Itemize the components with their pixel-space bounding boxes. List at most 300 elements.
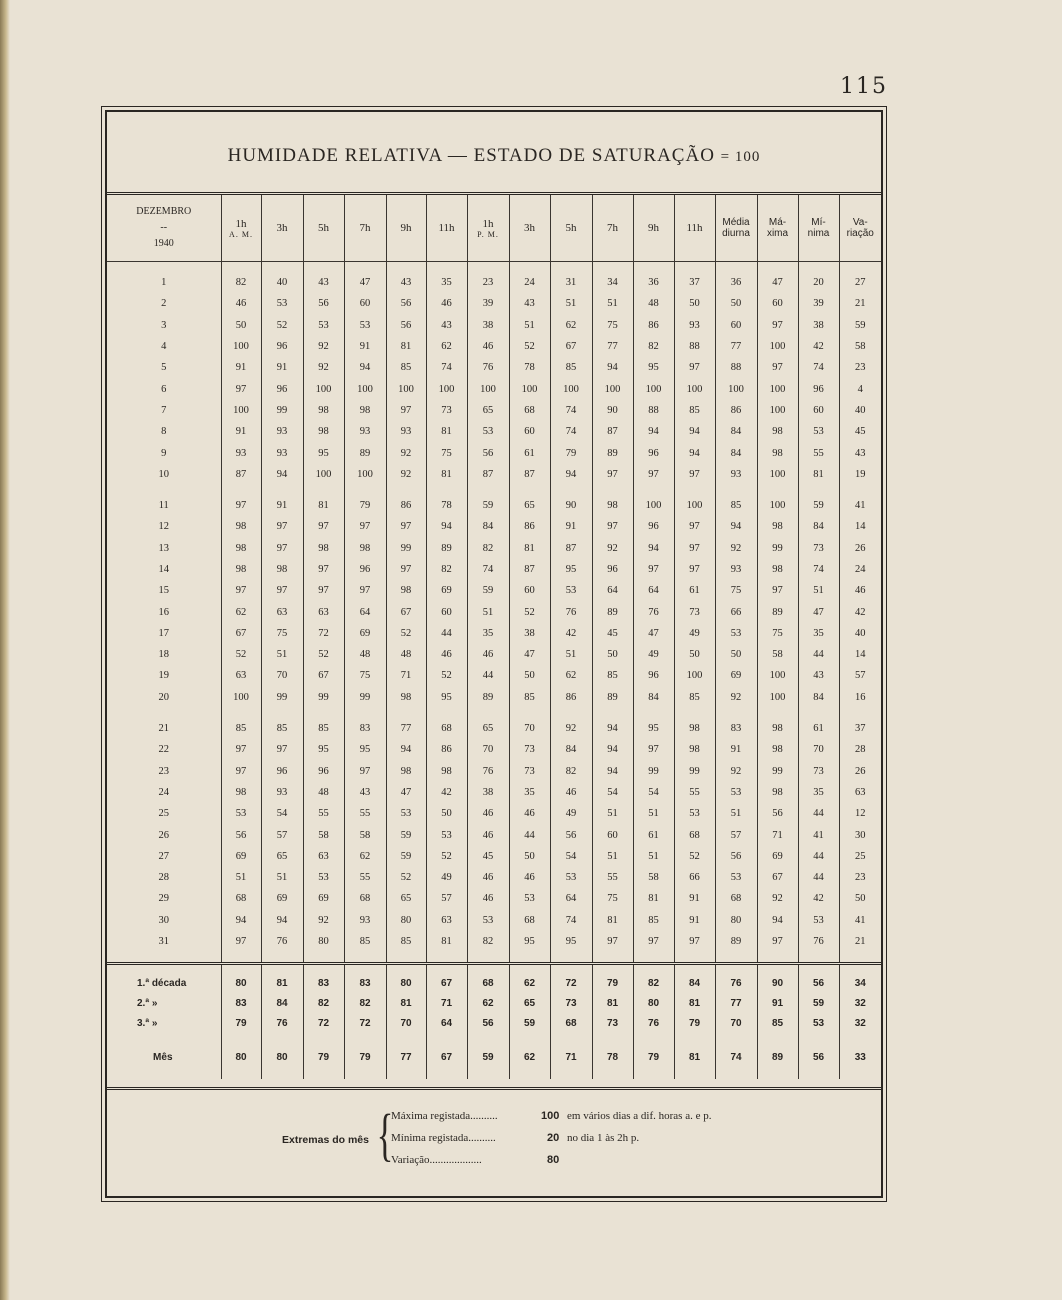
value-cell: 81 [426, 464, 467, 485]
value-cell: 86 [550, 687, 592, 708]
value-cell: 88 [633, 400, 674, 421]
table-header [107, 195, 881, 262]
value-cell: 25 [839, 846, 881, 867]
value-cell: 100 [633, 378, 674, 399]
value-cell: 94 [592, 761, 633, 782]
extreme-max-dots: .......... [470, 1110, 498, 1122]
value-cell: 59 [386, 846, 426, 867]
daily-rows [107, 262, 881, 964]
value-cell: 96 [261, 761, 303, 782]
value-cell: 97 [674, 464, 715, 485]
day-cell: 31 [158, 936, 169, 948]
summary-value: 82 [344, 993, 386, 1013]
table-row [107, 761, 881, 782]
value-cell: 98 [386, 580, 426, 601]
value-cell: 100 [674, 485, 715, 516]
value-cell: 85 [509, 687, 550, 708]
value-cell: 98 [757, 739, 798, 760]
header-month-2: -- [160, 222, 168, 233]
month-value: 78 [592, 1033, 633, 1079]
value-cell: 53 [426, 824, 467, 845]
value-cell: 76 [798, 931, 839, 964]
value-cell: 98 [674, 739, 715, 760]
value-cell: 88 [674, 336, 715, 357]
value-cell: 85 [592, 665, 633, 686]
value-cell: 67 [757, 867, 798, 888]
value-cell: 75 [715, 580, 757, 601]
day-cell: 20 [158, 691, 169, 703]
value-cell: 59 [839, 315, 881, 336]
header-hour-label: 5h [565, 222, 577, 234]
value-cell: 81 [303, 485, 344, 516]
header-variacao [839, 195, 881, 262]
value-cell: 100 [467, 378, 509, 399]
summary-row [107, 1013, 881, 1033]
value-cell: 100 [757, 464, 798, 485]
value-cell: 75 [592, 315, 633, 336]
header-minima-line: nima [807, 228, 830, 239]
value-cell: 87 [221, 464, 261, 485]
value-cell: 43 [839, 442, 881, 463]
summary-value: 81 [592, 993, 633, 1013]
value-cell: 88 [715, 357, 757, 378]
value-cell: 97 [386, 400, 426, 421]
table-row [107, 538, 881, 559]
value-cell: 97 [757, 580, 798, 601]
value-cell: 48 [386, 644, 426, 665]
value-cell: 97 [303, 516, 344, 537]
value-cell: 47 [509, 644, 550, 665]
value-cell: 75 [344, 665, 386, 686]
value-cell: 91 [261, 485, 303, 516]
value-cell: 97 [674, 538, 715, 559]
month-value: 56 [798, 1033, 839, 1079]
value-cell: 47 [798, 601, 839, 622]
value-cell: 44 [798, 846, 839, 867]
value-cell: 53 [467, 910, 509, 931]
value-cell: 40 [261, 262, 303, 294]
value-cell: 69 [757, 846, 798, 867]
value-cell: 98 [386, 687, 426, 708]
extreme-min-value: 20 [547, 1132, 560, 1144]
value-cell: 96 [303, 761, 344, 782]
header-maxima [757, 195, 798, 262]
header-hour-label: 3h [524, 222, 535, 234]
value-cell: 70 [509, 708, 550, 739]
value-cell: 48 [344, 644, 386, 665]
value-cell: 75 [261, 623, 303, 644]
value-cell: 67 [303, 665, 344, 686]
value-cell: 58 [344, 824, 386, 845]
value-cell: 30 [839, 824, 881, 845]
value-cell: 76 [550, 601, 592, 622]
value-cell: 98 [757, 708, 798, 739]
month-label: Mês [153, 1051, 173, 1063]
month-row [107, 1033, 881, 1079]
day-cell: 25 [158, 808, 169, 820]
value-cell: 81 [386, 336, 426, 357]
value-cell: 73 [798, 538, 839, 559]
summary-value: 90 [757, 964, 798, 994]
header-hour-sub: A. M. [229, 229, 253, 239]
value-cell: 94 [674, 442, 715, 463]
day-cell: 7 [161, 404, 167, 416]
table-row [107, 665, 881, 686]
value-cell: 69 [221, 846, 261, 867]
table-row [107, 644, 881, 665]
header-month [107, 195, 221, 262]
summary-value: 76 [715, 964, 757, 994]
header-hour [467, 195, 509, 262]
summary-value: 68 [550, 1013, 592, 1033]
value-cell: 23 [467, 262, 509, 294]
value-cell: 31 [550, 262, 592, 294]
table-row [107, 378, 881, 399]
extreme-variation [391, 1154, 560, 1174]
table-row [107, 931, 881, 964]
value-cell: 53 [303, 315, 344, 336]
value-cell: 94 [592, 357, 633, 378]
summary-value: 62 [467, 993, 509, 1013]
value-cell: 92 [592, 538, 633, 559]
value-cell: 97 [674, 516, 715, 537]
summary-value: 59 [798, 993, 839, 1013]
value-cell: 97 [221, 739, 261, 760]
extreme-min-note: no dia 1 às 2h p. [567, 1132, 640, 1144]
value-cell: 98 [221, 516, 261, 537]
value-cell: 51 [592, 846, 633, 867]
value-cell: 60 [509, 580, 550, 601]
value-cell: 52 [303, 644, 344, 665]
header-hour [344, 195, 386, 262]
value-cell: 50 [674, 293, 715, 314]
value-cell: 97 [592, 931, 633, 964]
value-cell: 42 [839, 601, 881, 622]
summary-value: 83 [221, 993, 261, 1013]
value-cell: 99 [261, 400, 303, 421]
value-cell: 76 [467, 357, 509, 378]
header-hour [303, 195, 344, 262]
value-cell: 98 [757, 559, 798, 580]
value-cell: 89 [592, 687, 633, 708]
value-cell: 95 [344, 739, 386, 760]
value-cell: 79 [344, 485, 386, 516]
value-cell: 92 [715, 538, 757, 559]
value-cell: 81 [798, 464, 839, 485]
summary-value: 73 [592, 1013, 633, 1033]
value-cell: 74 [426, 357, 467, 378]
value-cell: 100 [221, 336, 261, 357]
value-cell: 27 [839, 262, 881, 294]
title-value: = 100 [720, 149, 761, 165]
value-cell: 73 [509, 761, 550, 782]
value-cell: 35 [467, 623, 509, 644]
value-cell: 24 [509, 262, 550, 294]
value-cell: 92 [386, 464, 426, 485]
value-cell: 51 [633, 846, 674, 867]
value-cell: 98 [386, 761, 426, 782]
value-cell: 85 [386, 357, 426, 378]
month-value: 80 [221, 1033, 261, 1079]
value-cell: 93 [261, 782, 303, 803]
value-cell: 97 [303, 580, 344, 601]
value-cell: 96 [261, 378, 303, 399]
value-cell: 97 [344, 761, 386, 782]
summary-value: 79 [592, 964, 633, 994]
value-cell: 56 [550, 824, 592, 845]
value-cell: 93 [674, 315, 715, 336]
value-cell: 68 [426, 708, 467, 739]
value-cell: 63 [221, 665, 261, 686]
value-cell: 93 [715, 559, 757, 580]
value-cell: 61 [633, 824, 674, 845]
value-cell: 65 [509, 485, 550, 516]
month-value: 33 [839, 1033, 881, 1079]
summary-value: 32 [839, 1013, 881, 1033]
value-cell: 56 [386, 293, 426, 314]
summary-label: 3.ª » [137, 1017, 158, 1029]
value-cell: 62 [426, 336, 467, 357]
value-cell: 49 [550, 803, 592, 824]
value-cell: 46 [221, 293, 261, 314]
header-hour [386, 195, 426, 262]
value-cell: 86 [633, 315, 674, 336]
day-cell: 22 [158, 744, 169, 756]
header-hour-label: 9h [400, 222, 412, 234]
value-cell: 97 [344, 580, 386, 601]
table-row [107, 803, 881, 824]
summary-value: 80 [633, 993, 674, 1013]
day-cell: 30 [158, 914, 169, 926]
header-maxima-line: Má- [768, 217, 787, 228]
table-row [107, 601, 881, 622]
value-cell: 50 [674, 644, 715, 665]
value-cell: 50 [509, 665, 550, 686]
value-cell: 92 [303, 357, 344, 378]
day-cell: 3 [161, 319, 167, 331]
table-row [107, 357, 881, 378]
day-cell: 23 [158, 765, 169, 777]
day-cell: 16 [158, 606, 169, 618]
month-extremes [107, 1087, 881, 1199]
value-cell: 62 [221, 601, 261, 622]
value-cell: 62 [550, 315, 592, 336]
value-cell: 52 [386, 623, 426, 644]
value-cell: 96 [261, 336, 303, 357]
value-cell: 100 [509, 378, 550, 399]
table-row [107, 867, 881, 888]
value-cell: 97 [592, 516, 633, 537]
day-cell: 8 [161, 426, 167, 438]
value-cell: 41 [839, 910, 881, 931]
value-cell: 71 [757, 824, 798, 845]
value-cell: 42 [798, 336, 839, 357]
value-cell: 56 [221, 824, 261, 845]
value-cell: 97 [344, 516, 386, 537]
summary-value: 76 [633, 1013, 674, 1033]
value-cell: 82 [467, 931, 509, 964]
value-cell: 35 [426, 262, 467, 294]
value-cell: 61 [798, 708, 839, 739]
day-cell: 26 [158, 829, 169, 841]
value-cell: 94 [261, 910, 303, 931]
value-cell: 45 [592, 623, 633, 644]
month-value: 89 [757, 1033, 798, 1079]
value-cell: 91 [674, 888, 715, 909]
value-cell: 56 [757, 803, 798, 824]
value-cell: 59 [386, 824, 426, 845]
value-cell: 93 [344, 421, 386, 442]
value-cell: 97 [757, 357, 798, 378]
value-cell: 94 [261, 464, 303, 485]
table-row [107, 580, 881, 601]
value-cell: 87 [467, 464, 509, 485]
value-cell: 63 [303, 601, 344, 622]
day-cell: 6 [161, 383, 167, 395]
value-cell: 23 [839, 867, 881, 888]
header-month-3: 1940 [153, 238, 174, 249]
value-cell: 46 [467, 867, 509, 888]
value-cell: 98 [303, 400, 344, 421]
value-cell: 94 [592, 739, 633, 760]
value-cell: 53 [221, 803, 261, 824]
value-cell: 46 [467, 644, 509, 665]
value-cell: 46 [426, 293, 467, 314]
value-cell: 89 [757, 601, 798, 622]
value-cell: 55 [303, 803, 344, 824]
value-cell: 44 [798, 803, 839, 824]
value-cell: 85 [674, 687, 715, 708]
value-cell: 97 [757, 315, 798, 336]
value-cell: 94 [757, 910, 798, 931]
header-hour-label: 7h [359, 222, 371, 234]
header-hour-label: 3h [276, 222, 288, 234]
month-value: 67 [426, 1033, 467, 1079]
value-cell: 95 [426, 687, 467, 708]
value-cell: 93 [261, 421, 303, 442]
value-cell: 98 [221, 782, 261, 803]
value-cell: 42 [798, 888, 839, 909]
value-cell: 51 [467, 601, 509, 622]
day-cell: 19 [158, 670, 169, 682]
value-cell: 97 [757, 931, 798, 964]
value-cell: 97 [221, 761, 261, 782]
page-edge [0, 0, 10, 1300]
value-cell: 57 [715, 824, 757, 845]
value-cell: 61 [674, 580, 715, 601]
value-cell: 44 [426, 623, 467, 644]
value-cell: 83 [344, 708, 386, 739]
value-cell: 82 [633, 336, 674, 357]
value-cell: 53 [715, 623, 757, 644]
summary-row [107, 964, 881, 994]
day-cell: 4 [161, 341, 167, 353]
value-cell: 60 [426, 601, 467, 622]
header-month-1: DEZEMBRO [136, 206, 192, 217]
value-cell: 64 [633, 580, 674, 601]
value-cell: 85 [550, 357, 592, 378]
value-cell: 98 [674, 708, 715, 739]
value-cell: 81 [592, 910, 633, 931]
value-cell: 46 [467, 336, 509, 357]
value-cell: 96 [592, 559, 633, 580]
value-cell: 82 [221, 262, 261, 294]
day-cell: 24 [158, 786, 169, 798]
summary-value: 32 [839, 993, 881, 1013]
value-cell: 97 [303, 559, 344, 580]
summary-value: 65 [509, 993, 550, 1013]
summary-value: 80 [221, 964, 261, 994]
value-cell: 12 [839, 803, 881, 824]
value-cell: 89 [426, 538, 467, 559]
value-cell: 79 [550, 442, 592, 463]
summary-label: 2.ª » [137, 997, 158, 1009]
value-cell: 46 [550, 782, 592, 803]
value-cell: 87 [509, 464, 550, 485]
value-cell: 46 [467, 803, 509, 824]
summary-value: 83 [303, 964, 344, 994]
value-cell: 99 [757, 538, 798, 559]
value-cell: 100 [715, 378, 757, 399]
header-hour-label: 5h [318, 222, 329, 234]
value-cell: 50 [715, 293, 757, 314]
value-cell: 91 [261, 357, 303, 378]
value-cell: 64 [344, 601, 386, 622]
day-cell: 12 [158, 521, 169, 533]
value-cell: 69 [261, 888, 303, 909]
value-cell: 53 [386, 803, 426, 824]
value-cell: 83 [715, 708, 757, 739]
value-cell: 86 [426, 739, 467, 760]
value-cell: 74 [550, 400, 592, 421]
value-cell: 100 [344, 378, 386, 399]
value-cell: 100 [303, 464, 344, 485]
value-cell: 36 [633, 262, 674, 294]
value-cell: 97 [674, 357, 715, 378]
header-minima-line: Mí- [811, 217, 826, 228]
title-text: HUMIDADE RELATIVA — ESTADO DE SATURAÇÃO [227, 145, 715, 166]
value-cell: 85 [221, 708, 261, 739]
value-cell: 100 [592, 378, 633, 399]
value-cell: 100 [757, 400, 798, 421]
value-cell: 97 [633, 931, 674, 964]
header-hour-label: 11h [438, 222, 455, 234]
header-hour [509, 195, 550, 262]
value-cell: 70 [798, 739, 839, 760]
value-cell: 95 [550, 931, 592, 964]
value-cell: 42 [426, 782, 467, 803]
value-cell: 21 [839, 931, 881, 964]
value-cell: 93 [221, 442, 261, 463]
value-cell: 69 [344, 623, 386, 644]
value-cell: 85 [715, 485, 757, 516]
value-cell: 58 [839, 336, 881, 357]
day-cell: 9 [161, 447, 167, 459]
value-cell: 91 [221, 421, 261, 442]
value-cell: 51 [592, 293, 633, 314]
day-cell: 2 [161, 298, 167, 310]
header-variacao-line: Va- [852, 217, 868, 228]
value-cell: 53 [550, 580, 592, 601]
value-cell: 98 [757, 442, 798, 463]
value-cell: 55 [344, 803, 386, 824]
table-row [107, 910, 881, 931]
value-cell: 64 [550, 888, 592, 909]
summary-value: 73 [550, 993, 592, 1013]
value-cell: 80 [715, 910, 757, 931]
value-cell: 94 [592, 708, 633, 739]
value-cell: 99 [633, 761, 674, 782]
